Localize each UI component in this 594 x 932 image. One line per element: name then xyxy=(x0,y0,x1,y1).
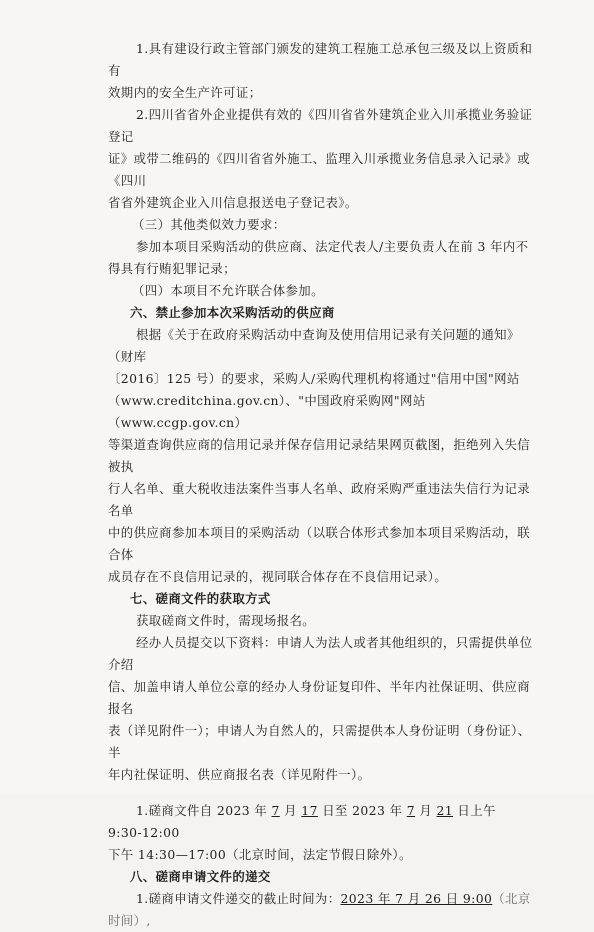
day-value: 17 xyxy=(301,803,318,818)
text-line xyxy=(108,800,534,844)
text-line: 等渠道查询供应商的信用记录并保存信用记录结果网页截图，拒绝列入失信被执 xyxy=(108,437,531,474)
deadline-value: 2023 年 7 月 26 日 9:00 xyxy=(340,891,493,906)
text-line: 1.具有建设行政主管部门颁发的建筑工程施工总承包三级及以上资质和有 xyxy=(108,41,533,78)
deadline-timezone: （北京时间）, xyxy=(108,891,531,928)
text-line: 2.四川省省外企业提供有效的《四川省省外建筑企业入川承揽业务验证登记 xyxy=(108,107,533,144)
text-line: 表（详见附件一）；申请人为自然人的，只需提供本人身份证明（身份证）、半 xyxy=(108,723,531,760)
text-line: 证》或带二维码的《四川省省外施工、监理入川承揽业务信息录入记录》或《四川 xyxy=(108,151,531,188)
date-text: 日至 2023 年 xyxy=(317,803,407,818)
text-line: 参加本项目采购活动的供应商、法定代表人/主要负责人在前 3 年内不 xyxy=(136,239,529,254)
text-line: 〔2016〕125 号）的要求，采购人/采购代理机构将通过"信用中国"网站 xyxy=(108,371,520,386)
day-value: 21 xyxy=(436,803,454,818)
text-line: 信、加盖申请人单位公章的经办人身份证复印件、半年内社保证明、供应商报名 xyxy=(108,679,531,716)
date-text: 月 xyxy=(415,803,437,818)
text-line: 年内社保证明、供应商报名表（详见附件一）。 xyxy=(108,767,371,782)
date-text: 日上午 9:30-12:00 xyxy=(108,803,496,840)
text-line: （三）其他类似效力要求： xyxy=(132,217,286,232)
section-heading: 六、禁止参加本次采购活动的供应商 xyxy=(130,305,335,320)
text-line: 经办人员提交以下资料：申请人为法人或者其他组织的，只需提供单位介绍 xyxy=(108,635,533,672)
section-heading: 七、磋商文件的获取方式 xyxy=(130,591,271,606)
date-text: 1.磋商文件自 2023 年 xyxy=(136,803,272,818)
text-line: 下午 14:30—17:00（北京时间，法定节假日除外）。 xyxy=(108,847,412,862)
spacer xyxy=(108,786,534,800)
text-line: 获取磋商文件时，需现场报名。 xyxy=(136,613,316,628)
section-heading: 八、磋商申请文件的递交 xyxy=(130,869,271,884)
deadline-label: 1.磋商申请文件递交的截止时间为： xyxy=(136,891,341,906)
date-text: 月 xyxy=(279,803,302,818)
month-value: 7 xyxy=(271,803,280,818)
text-line: （www.creditchina.gov.cn）、"中国政府采购网"网站（www.ccgp.gov.cn） xyxy=(108,393,426,430)
month-value: 7 xyxy=(406,803,416,818)
text-line: 中的供应商参加本项目的采购活动（以联合体形式参加本项目采购活动，联合体 xyxy=(108,525,531,562)
text-line: 行人名单、重大税收违法案件当事人名单、政府采购严重违法失信行为记录名单 xyxy=(108,481,531,518)
text-line xyxy=(108,888,534,932)
text-line: 根据《关于在政府采购活动中查询及使用信用记录有关问题的通知》（财库 xyxy=(108,327,520,364)
text-line: 成员存在不良信用记录的，视同联合体存在不良信用记录）。 xyxy=(108,569,448,584)
text-line: 得具有行贿犯罪记录； xyxy=(108,261,236,276)
text-line: （四）本项目不允许联合体参加。 xyxy=(132,283,324,298)
text-line: 效期内的安全生产许可证； xyxy=(108,85,262,100)
text-line: 省省外建筑企业入川信息报送电子登记表》。 xyxy=(108,195,358,210)
